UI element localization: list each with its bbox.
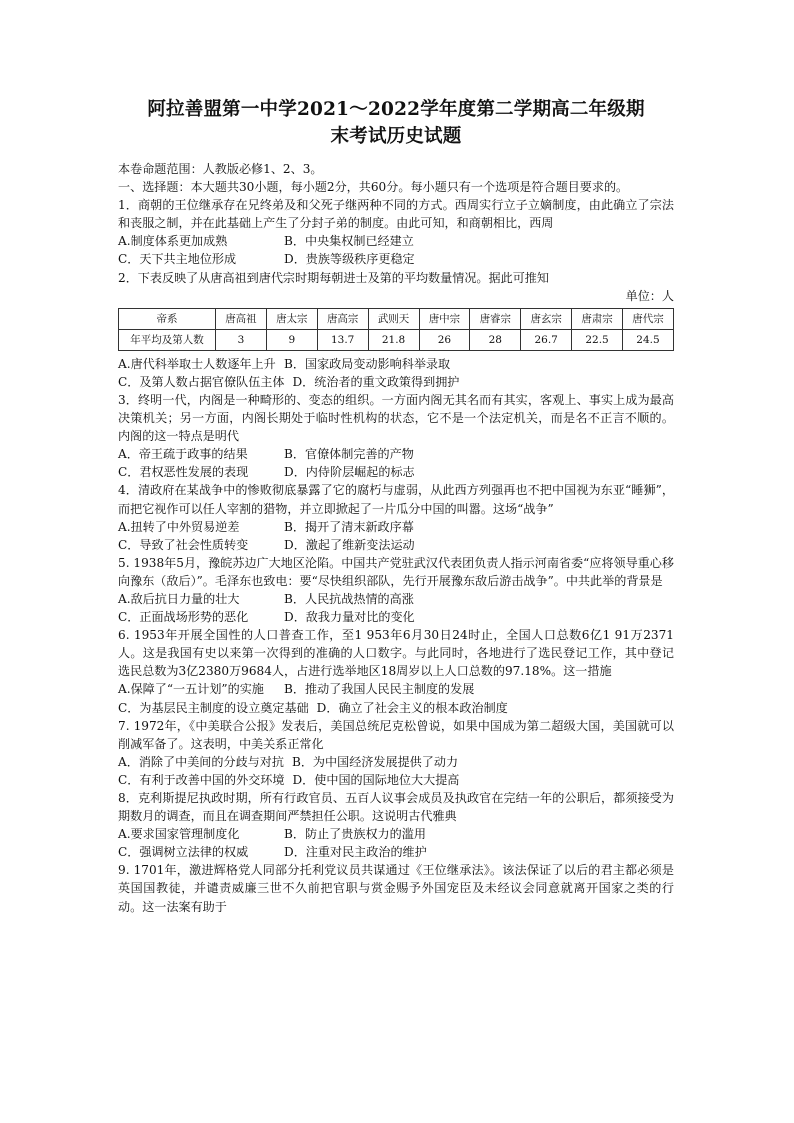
table-cell: 26: [419, 329, 470, 350]
title-line-2: 末考试历史试题: [330, 126, 462, 147]
question-7-stem: 7. 1972年，《中美联合公报》发表后，美国总统尼克松曾说，如果中国成为第二超级大国，美国就可以削减军备了。这表明，中美关系正常化: [118, 718, 674, 751]
table-header-cell: 武则天: [368, 308, 419, 329]
question-7-options-row-2: [118, 771, 674, 789]
question-4-options-row-1: [118, 518, 674, 536]
question-4-stem: 4．清政府在某战争中的惨败彻底暴露了它的腐朽与虚弱，从此西方列强再也不把中国视为东亚“睡狮”，而把它视作可以任人宰割的猎物，并立即掀起了一片瓜分中国的叫嚣。这场“战争”: [118, 483, 674, 516]
table-header-cell: 帝系: [119, 308, 216, 329]
option-b: B．官僚体制完善的产物: [284, 447, 414, 462]
option-a: A．帝王疏于政事的结果: [118, 447, 248, 462]
question-1-stem: 1．商朝的王位继承存在兄终弟及和父死子继两种不同的方式。西周实行立子立嫡制度，由此确立了宗法和丧服之制，并在此基础上产生了分封子弟的制度。由此可知，和商朝相比，西周: [118, 198, 674, 231]
question-5-stem: 5. 1938年5月，豫皖苏边广大地区沦陷。中国共产党驻武汉代表团负责人指示河南省委“应将领导重心移向豫东（敌后）”。毛泽东也致电：要“尽快组织部队，先行开展豫东敌后游击战争”。中共此举的背景是: [118, 555, 674, 588]
option-d: D．统治者的重文政策得到拥护: [292, 374, 460, 389]
option-b: B．为中国经济发展提供了动力: [291, 754, 459, 769]
table-cell: 年平均及第人数: [119, 329, 216, 350]
option-b: B．国家政局变动影响科举录取: [284, 356, 451, 371]
table-header-cell: 唐代宗: [623, 308, 674, 329]
table-cell: 28: [470, 329, 521, 350]
table-cell: 3: [216, 329, 267, 350]
question-8-stem: 8．克利斯提尼执政时期，所有行政官员、五百人议事会成员及执政官在完结一年的公职后，都须接受为期数月的调查，而且在调查期间严禁担任公职。这说明古代雅典: [118, 791, 674, 824]
option-a: A.要求国家管理制度化: [118, 827, 240, 842]
table-cell: 24.5: [623, 329, 674, 350]
question-2-options-row-1: [118, 355, 674, 373]
option-c: C．天下共主地位形成: [118, 252, 237, 267]
question-5-options-row-1: [118, 590, 674, 608]
table-cell: 22.5: [572, 329, 623, 350]
table-cell: 26.7: [521, 329, 572, 350]
option-c: C．君权恶性发展的表现: [118, 465, 249, 480]
option-b: B．揭开了清末新政序幕: [284, 519, 414, 534]
option-d: D．内侍阶层崛起的标志: [284, 465, 415, 480]
table-row: [119, 329, 674, 350]
option-d: D．贵族等级秩序更稳定: [284, 252, 415, 267]
table-header-row: [119, 308, 674, 329]
option-c: C．正面战场形势的恶化: [118, 610, 249, 625]
table-cell: 13.7: [317, 329, 368, 350]
option-d: D．激起了维新变法运动: [284, 537, 415, 552]
exam-title: [106, 96, 686, 150]
option-a: A.保障了“一五计划”的实施: [118, 682, 264, 697]
question-5-options-row-2: [118, 608, 674, 626]
question-8-options-row-2: [118, 843, 674, 861]
question-6-options-row-2: [118, 699, 674, 717]
option-b: B．推动了我国人民民主制度的发展: [284, 682, 475, 697]
table-header-cell: 唐太宗: [266, 308, 317, 329]
title-line-1: 阿拉善盟第一中学2021～2022学年度第二学期高二年级期: [147, 99, 645, 120]
option-c: C．及第人数占据官僚队伍主体: [118, 374, 285, 389]
question-6-options-row-1: [118, 680, 674, 698]
table-header-cell: 唐高宗: [317, 308, 368, 329]
option-a: A.唐代科举取士人数逐年上升: [118, 356, 276, 371]
question-8-options-row-1: [118, 825, 674, 843]
option-b: B．人民抗战热情的高涨: [284, 591, 414, 606]
option-d: D．敌我力量对比的变化: [284, 610, 415, 625]
question-2-options-row-2: [118, 373, 674, 391]
option-c: C．导致了社会性质转变: [118, 537, 249, 552]
option-a: A．消除了中美间的分歧与对抗: [118, 754, 284, 769]
option-c: C．强调树立法律的权威: [118, 845, 249, 860]
table-header-cell: 唐玄宗: [521, 308, 572, 329]
jinshi-table: [118, 308, 674, 351]
table-cell: 9: [266, 329, 317, 350]
question-1-options-row-2: [118, 250, 674, 268]
option-a: A.敌后抗日力量的壮大: [118, 591, 240, 606]
question-6-stem: 6. 1953年开展全国性的人口普查工作，至1 953年6月30日24时止，全国人口总数6亿1 91万2371人。这是我国有史以来第一次得到的准确的人口数字。与此同时，各地进行了选民登记工作，其中登记选民总数为3亿2380万9684人，占进行选举地区18周岁以上人口总数的97.18%。这一措施: [118, 628, 674, 679]
option-a: A.制度体系更加成熟: [118, 234, 228, 249]
option-a: A.扭转了中外贸易逆差: [118, 519, 240, 534]
table-header-cell: 唐睿宗: [470, 308, 521, 329]
table-cell: 21.8: [368, 329, 419, 350]
exam-page: [118, 96, 674, 916]
question-2-stem: 2．下表反映了从唐高祖到唐代宗时期每朝进士及第的平均数量情况。据此可推知: [118, 270, 549, 285]
question-4-options-row-2: [118, 536, 674, 554]
option-d: D．使中国的国际地位大大提高: [292, 772, 460, 787]
option-c: C．为基层民主制度的设立奠定基础: [118, 700, 309, 715]
table-header-cell: 唐中宗: [419, 308, 470, 329]
option-b: B．中央集权制已经建立: [284, 234, 414, 249]
option-d: D．注重对民主政治的维护: [284, 845, 427, 860]
question-9-stem: 9. 1701年，激进辉格党人同部分托利党议员共谋通过《王位继承法》。该法保证了以后的君主都必须是英国国教徒，并谴责威廉三世不久前把官职与赏金赐予外国宠臣及未经议会同意就离开国家之类的行动。这一法案有助于: [118, 863, 674, 914]
option-c: C．有利于改善中国的外交环境: [118, 772, 285, 787]
exam-content: [118, 160, 674, 916]
question-1-options-row-1: [118, 232, 674, 250]
question-3-options-row-2: [118, 463, 674, 481]
option-d: D．确立了社会主义的根本政治制度: [316, 700, 508, 715]
table-unit: 单位：人: [625, 288, 674, 303]
question-3-stem: 3．终明一代，内阁是一种畸形的、变态的组织。一方面内阁无其名而有其实，客观上、事实上成为最高决策机关；另一方面，内阁长期处于临时性机构的状态，它不是一个法定机关，而是名不正言不顺的。内阁的这一特点是明代: [118, 392, 674, 444]
option-b: B．防止了贵族权力的滥用: [284, 827, 426, 842]
section-heading: 一、选择题：本大题共30小题，每小题2分，共60分。每小题只有一个选项是符合题目要求的。: [118, 180, 629, 195]
question-3-options-row-1: [118, 445, 674, 463]
table-header-cell: 唐高祖: [216, 308, 267, 329]
scope-note: 本卷命题范围：人教版必修1、2、3。: [118, 162, 323, 176]
question-7-options-row-1: [118, 753, 674, 771]
table-header-cell: 唐肃宗: [572, 308, 623, 329]
